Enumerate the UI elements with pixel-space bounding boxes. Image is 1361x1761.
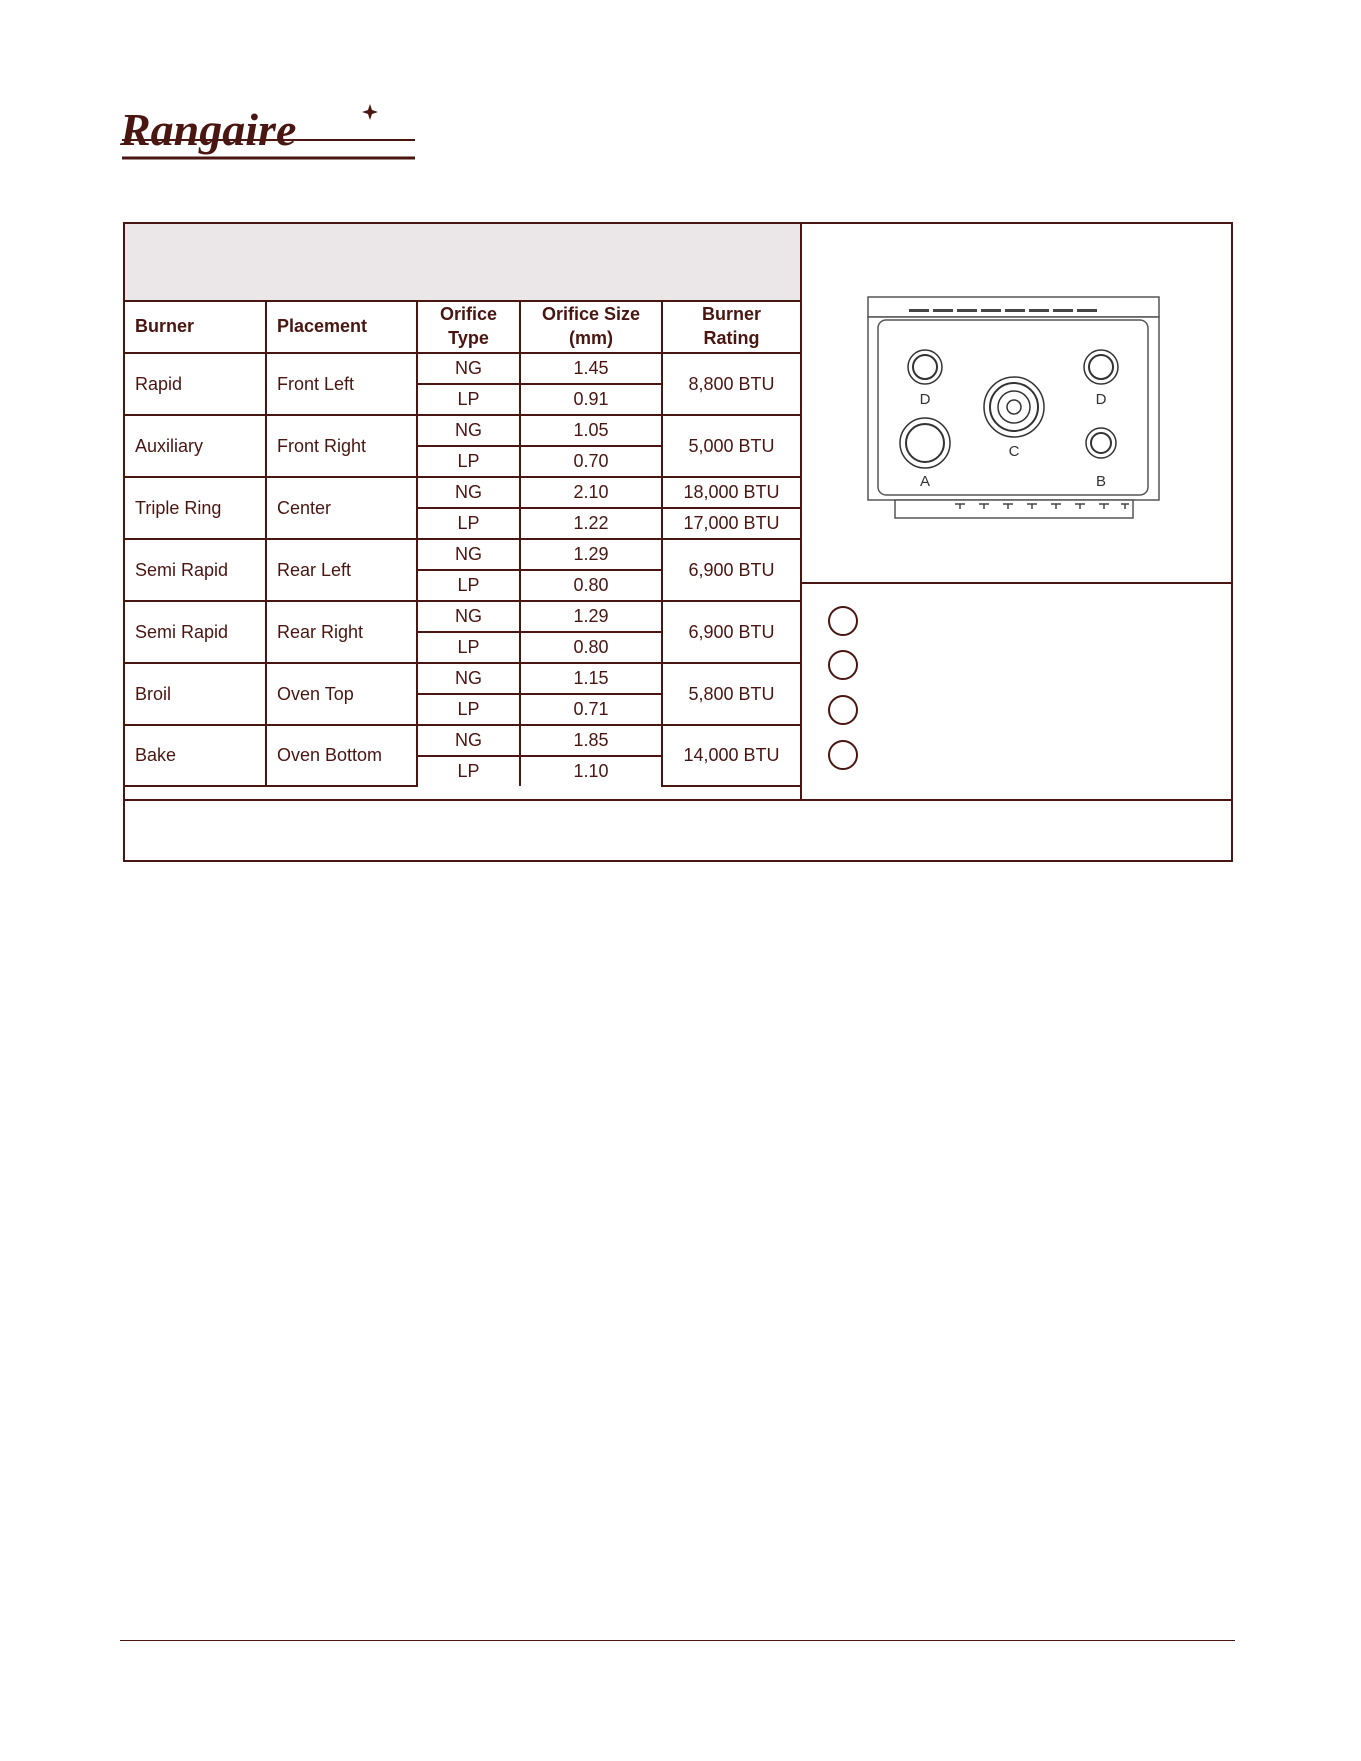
cell-orifice-type: NG <box>417 725 520 756</box>
cell-rating: 8,800 BTU <box>662 353 800 415</box>
cell-orifice-type: NG <box>417 415 520 446</box>
cell-orifice-type: LP <box>417 570 520 601</box>
burner-label-front-right: B <box>1095 473 1107 490</box>
burner-label-rear-right: D <box>1095 391 1107 408</box>
cell-burner: Triple Ring <box>125 477 266 539</box>
cell-orifice-size: 1.29 <box>520 539 662 570</box>
cell-orifice-size: 1.05 <box>520 415 662 446</box>
cell-placement: Oven Bottom <box>266 725 417 786</box>
burner-specification-table <box>125 300 800 787</box>
cell-orifice-type: LP <box>417 508 520 539</box>
cell-burner: Semi Rapid <box>125 601 266 663</box>
cell-orifice-size: 1.45 <box>520 353 662 384</box>
burner-label-center: C <box>1008 443 1020 460</box>
cell-burner: Rapid <box>125 353 266 415</box>
footer-divider <box>120 1640 1235 1641</box>
cell-rating: 6,900 BTU <box>662 601 800 663</box>
table-row <box>125 415 800 446</box>
cell-orifice-size: 0.80 <box>520 570 662 601</box>
table-row <box>125 353 800 384</box>
cell-orifice-type: NG <box>417 539 520 570</box>
cell-rating: 5,000 BTU <box>662 415 800 477</box>
cell-orifice-size: 1.29 <box>520 601 662 632</box>
specification-panel <box>123 222 1233 862</box>
legend-marker <box>828 606 858 636</box>
header-burner-rating: Burner Rating <box>662 300 800 353</box>
cell-orifice-size: 0.91 <box>520 384 662 415</box>
table-header-row <box>125 300 800 353</box>
rangaire-logo <box>120 100 420 170</box>
cell-burner: Semi Rapid <box>125 539 266 601</box>
cell-placement: Center <box>266 477 417 539</box>
cell-placement: Rear Left <box>266 539 417 601</box>
cell-orifice-type: NG <box>417 601 520 632</box>
cell-rating: 18,000 BTU <box>662 477 800 508</box>
cell-orifice-size: 1.15 <box>520 663 662 694</box>
cell-orifice-type: LP <box>417 632 520 663</box>
table-row <box>125 477 800 508</box>
logo-text: Rangaire <box>120 104 297 155</box>
header-orifice-type: Orifice Type <box>417 300 520 353</box>
cooktop-diagram-panel <box>800 224 1231 799</box>
cell-orifice-size: 1.22 <box>520 508 662 539</box>
cell-orifice-size: 0.71 <box>520 694 662 725</box>
cell-rating: 5,800 BTU <box>662 663 800 725</box>
cell-placement: Front Left <box>266 353 417 415</box>
cooktop-top-view-diagram <box>867 296 1161 521</box>
cell-orifice-type: NG <box>417 477 520 508</box>
cell-orifice-size: 0.80 <box>520 632 662 663</box>
rangaire-logo-mark <box>120 100 420 170</box>
table-row <box>125 663 800 694</box>
burner-label-rear-left: D <box>919 391 931 408</box>
cell-orifice-size: 1.10 <box>520 756 662 786</box>
table-row <box>125 725 800 756</box>
table-footer-note <box>125 799 1231 862</box>
cell-orifice-type: NG <box>417 353 520 384</box>
cell-rating: 14,000 BTU <box>662 725 800 786</box>
burner-label-front-left: A <box>919 473 931 490</box>
cell-orifice-type: LP <box>417 756 520 786</box>
legend-marker <box>828 650 858 680</box>
cell-placement: Front Right <box>266 415 417 477</box>
cell-placement: Rear Right <box>266 601 417 663</box>
cell-orifice-size: 2.10 <box>520 477 662 508</box>
cell-placement: Oven Top <box>266 663 417 725</box>
cell-orifice-type: LP <box>417 694 520 725</box>
table-row <box>125 601 800 632</box>
legend-marker <box>828 695 858 725</box>
cell-orifice-type: LP <box>417 446 520 477</box>
cell-burner: Broil <box>125 663 266 725</box>
header-orifice-size: Orifice Size (mm) <box>520 300 662 353</box>
cell-orifice-type: NG <box>417 663 520 694</box>
cooktop-diagram-box <box>802 224 1231 584</box>
cell-burner: Bake <box>125 725 266 786</box>
header-burner: Burner <box>125 300 266 353</box>
table-row <box>125 539 800 570</box>
legend-marker <box>828 740 858 770</box>
cell-orifice-size: 1.85 <box>520 725 662 756</box>
cell-burner: Auxiliary <box>125 415 266 477</box>
cell-rating: 6,900 BTU <box>662 539 800 601</box>
cell-orifice-type: LP <box>417 384 520 415</box>
cell-rating: 17,000 BTU <box>662 508 800 539</box>
header-placement: Placement <box>266 300 417 353</box>
cell-orifice-size: 0.70 <box>520 446 662 477</box>
table-title-band <box>125 224 800 302</box>
